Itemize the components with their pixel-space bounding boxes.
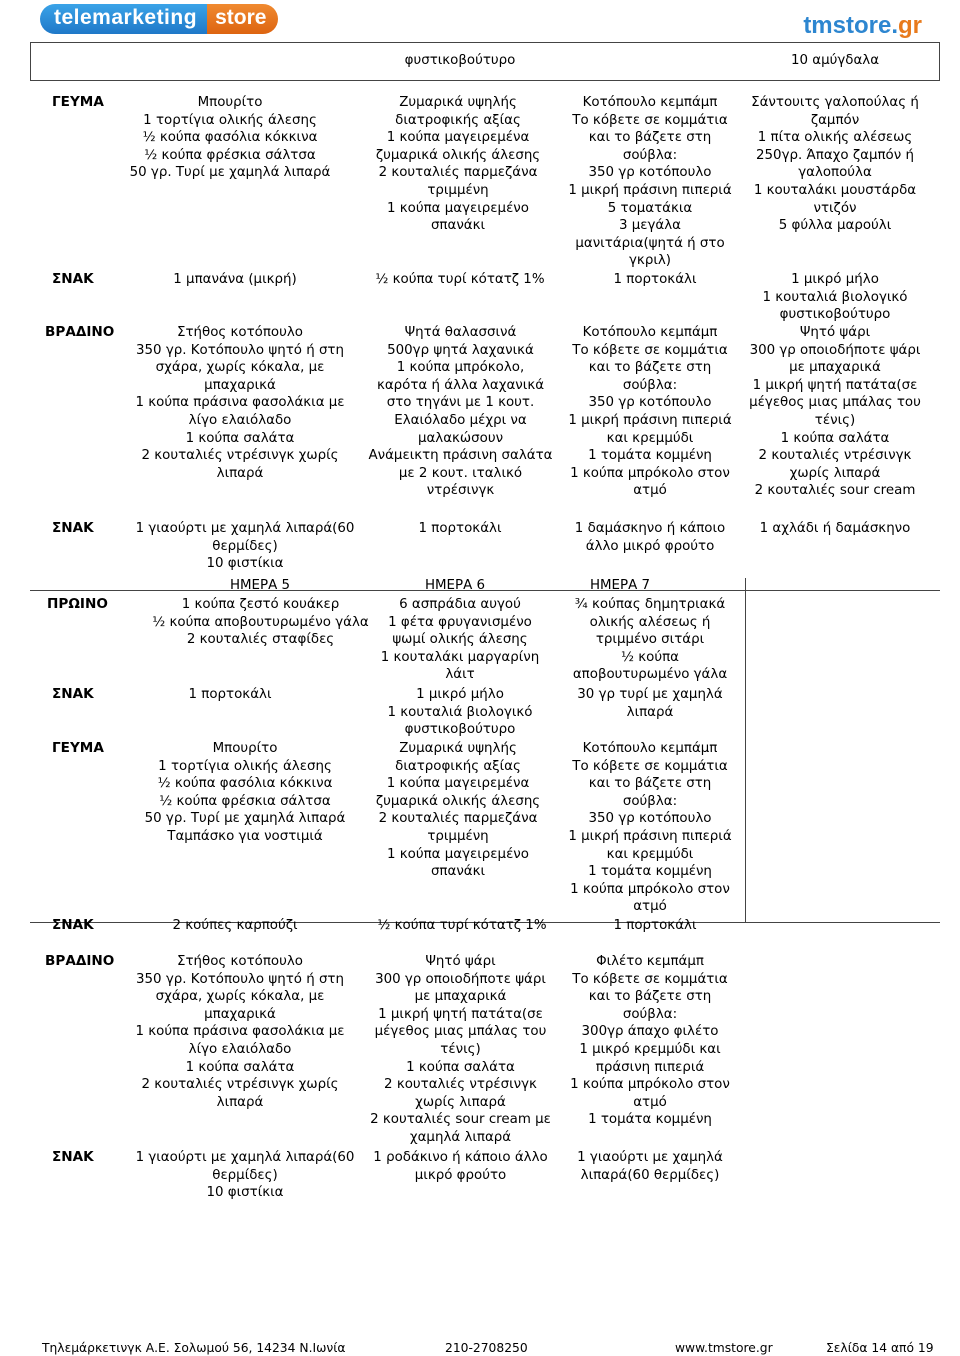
meal-label-lunch: ΓΕΥΜΑ bbox=[52, 94, 104, 110]
day-header-6: ΗΜΕΡΑ 6 bbox=[424, 578, 486, 593]
cell-d-snack3-c1: 1 γιαούρτι με χαμηλά λιπαρά(60 θερμίδες) 10 φιστίκια bbox=[135, 1150, 355, 1201]
logo-right: store bbox=[207, 4, 278, 34]
cell-breakfast-c2: 6 ασπράδια αυγού 1 φέτα φρυγανισμένο ψωμί ολικής άλεσης 1 κουταλάκι μαργαρίνη λάιτ bbox=[380, 597, 540, 683]
meal-label-snack: ΣΝΑΚ bbox=[52, 520, 94, 536]
brand-logo bbox=[40, 2, 278, 36]
footer-company: Τηλεμάρκετινγκ Α.Ε. Σολωμού 56, 14234 Ν.Ιωνία bbox=[42, 1341, 346, 1355]
meal-label-snack: ΣΝΑΚ bbox=[52, 686, 94, 702]
day-header-5: ΗΜΕΡΑ 5 bbox=[229, 578, 291, 593]
cell-d-snack2-c3: 1 πορτοκάλι bbox=[613, 918, 697, 933]
cell-lunch-c1: Μπουρίτο 1 τορτίγια ολικής άλεσης ½ κούπα φασόλια κόκκινα ½ κούπα φρέσκια σάλτσα 50 γρ. Τυρί με χαμηλά λιπαρά bbox=[129, 95, 331, 181]
footer-site-link[interactable]: www.tmstore.gr bbox=[675, 1341, 773, 1355]
cell-d-snack2-c1: 2 κούπες καρπούζι bbox=[172, 918, 298, 933]
cell-d-lunch-c1: Μπουρίτο 1 τορτίγια ολικής άλεσης ½ κούπα φασόλια κόκκινα ½ κούπα φρέσκια σάλτσα 50 γρ. Τυρί με χαμηλά λιπαρά Ταμπάσκο για νοστιμιά bbox=[144, 741, 346, 844]
cell-dinner-c4: Ψητό ψάρι 300 γρ οποιοδήποτε ψάρι με μπαχαρικά 1 μικρή ψητή πατάτα(σε μέγεθος μιας μπάλας του τένις) 1 κούπα σαλάτα 2 κουταλιές ντρέσινγκ χωρίς λιπαρά 2 κουταλιές sour cream bbox=[749, 325, 921, 499]
column-divider bbox=[30, 42, 31, 80]
cell-d-lunch-c3: Κοτόπουλο κεμπάμπ Το κόβετε σε κομμάτια και το βάζετε στη σούβλα: 350 γρ κοτόπουλο 1 μικρή πράσινη πιπεριά και κρεμμύδι 1 τομάτα κομμένη 1 κούπα μπρόκολο στον ατμό bbox=[568, 741, 732, 915]
cell-snack-c4: 1 μικρό μήλο 1 κουταλιά βιολογικό φυστικοβούτυρο bbox=[762, 272, 908, 323]
column-divider bbox=[939, 42, 940, 80]
cell-d-snack-c3: 30 γρ τυρί με χαμηλά λιπαρά bbox=[577, 687, 723, 720]
cell-d-lunch-c2: Ζυμαρικά υψηλής διατροφικής αξίας 1 κούπα μαγειρεμένα ζυμαρικά ολικής άλεσης 2 κουταλιές παρμεζάνα τριμμένη 1 κούπα μαγειρεμένο σπανάκι bbox=[375, 741, 541, 880]
footer-page-number: Σελίδα 14 από 19 bbox=[826, 1341, 934, 1355]
footer-phone: 210-2708250 bbox=[445, 1341, 528, 1355]
cell-snack-c3: 1 πορτοκάλι bbox=[613, 272, 697, 287]
cell-snack-c1: 1 μπανάνα (μικρή) bbox=[173, 272, 297, 287]
cell-d-dinner-c3: Φιλέτο κεμπάμπ Το κόβετε σε κομμάτια και το βάζετε στη σούβλα: 300γρ άπαχο φιλέτο 1 μικρό κρεμμύδι και πράσινη πιπεριά 1 κούπα μπρόκολο στον ατμό 1 τομάτα κομμένη bbox=[570, 954, 730, 1128]
cell-snack2-c1: 1 γιαούρτι με χαμηλά λιπαρά(60 θερμίδες) 10 φιστίκια bbox=[135, 521, 355, 572]
column-divider bbox=[745, 578, 746, 922]
cell-dinner-c1: Στήθος κοτόπουλο 350 γρ. Κοτόπουλο ψητό ή στη σχάρα, χωρίς κόκαλα, με μπαχαρικά 1 κούπα πράσινα φασολάκια με λίγο ελαιόλαδο 1 κούπα σαλάτα 2 κουταλιές ντρέσινγκ χωρίς λιπαρά bbox=[135, 325, 345, 481]
meal-label-lunch: ΓΕΥΜΑ bbox=[52, 740, 104, 756]
cell-snack-c2: ½ κούπα τυρί κότατζ 1% bbox=[375, 272, 545, 287]
cell-lunch-c3: Κοτόπουλο κεμπάμπ Το κόβετε σε κομμάτια και το βάζετε στη σούβλα: 350 γρ κοτόπουλο 1 μικρή πράσινη πιπεριά 5 τοματάκια 3 μεγάλα μανιτάρια(ψητά ή στο γκριλ) bbox=[568, 95, 732, 269]
cell-dinner-c2: Ψητά θαλασσινά 500γρ ψητά λαχανικά 1 κούπα μπρόκολο, καρότα ή άλλα λαχανικά στο τηγάνι με 1 κουτ. Ελαιόλαδο μέχρι να μαλακώσουν Ανάμεικτη πράσινη σαλάτα με 2 κουτ. ιταλικό ντρέσινγκ bbox=[368, 325, 553, 499]
meal-label-snack: ΣΝΑΚ bbox=[52, 1149, 94, 1165]
cell-dinner-c3: Κοτόπουλο κεμπάμπ Το κόβετε σε κομμάτια και το βάζετε στη σούβλα: 350 γρ κοτόπουλο 1 μικρή πράσινη πιπεριά και κρεμμύδι 1 τομάτα κομμένη 1 κούπα μπρόκολο στον ατμό bbox=[568, 325, 732, 499]
logo-left: telemarketing bbox=[40, 4, 207, 34]
cell-d-snack-c2: 1 μικρό μήλο 1 κουταλιά βιολογικό φυστικοβούτυρο bbox=[387, 687, 533, 738]
cell-breakfast-c3: ¾ κούπας δημητριακά ολικής αλέσεως ή τριμμένο σιτάρι ½ κούπα αποβουτυρωμένο γάλα bbox=[572, 597, 728, 683]
cell-d-snack2-c2: ½ κούπα τυρί κότατζ 1% bbox=[377, 918, 547, 933]
cell-snack2-c3: 1 δαμάσκηνο ή κάποιο άλλο μικρό φρούτο bbox=[574, 521, 726, 554]
meal-label-snack: ΣΝΑΚ bbox=[52, 917, 94, 933]
cell-d-dinner-c1: Στήθος κοτόπουλο 350 γρ. Κοτόπουλο ψητό ή στη σχάρα, χωρίς κόκαλα, με μπαχαρικά 1 κούπα πράσινα φασολάκια με λίγο ελαιόλαδο 1 κούπα σαλάτα 2 κουταλιές ντρέσινγκ χωρίς λιπαρά bbox=[135, 954, 345, 1110]
top-row-c4: 10 αμύγδαλα bbox=[790, 53, 880, 68]
meal-label-snack: ΣΝΑΚ bbox=[52, 271, 94, 287]
cell-d-snack-c1: 1 πορτοκάλι bbox=[188, 687, 272, 702]
top-row-c2: φυστικοβούτυρο bbox=[404, 53, 516, 68]
day-header-7: ΗΜΕΡΑ 7 bbox=[589, 578, 651, 593]
table-top-border bbox=[30, 42, 940, 43]
cell-snack2-c4: 1 αχλάδι ή δαμάσκηνο bbox=[759, 521, 911, 536]
site-name: tmstore.gr bbox=[803, 12, 922, 39]
cell-d-snack3-c2: 1 ροδάκινο ή κάποιο άλλο μικρό φρούτο bbox=[373, 1150, 548, 1183]
cell-d-snack3-c3: 1 γιαούρτι με χαμηλά λιπαρά(60 θερμίδες) bbox=[577, 1150, 723, 1183]
cell-snack2-c2: 1 πορτοκάλι bbox=[418, 521, 502, 536]
cell-d-dinner-c2: Ψητό ψάρι 300 γρ οποιοδήποτε ψάρι με μπαχαρικά 1 μικρή ψητή πατάτα(σε μέγεθος μιας μπάλας του τένις) 1 κούπα σαλάτα 2 κουταλιές ντρέσινγκ χωρίς λιπαρά 2 κουταλιές sour cream με χαμηλά λιπαρά bbox=[370, 954, 551, 1145]
row-divider bbox=[30, 80, 940, 81]
meal-label-dinner: ΒΡΑΔΙΝΟ bbox=[45, 324, 115, 340]
cell-breakfast-c1: 1 κούπα ζεστό κουάκερ ½ κούπα αποβουτυρωμένο γάλα 2 κουταλιές σταφίδες bbox=[152, 597, 369, 648]
meal-label-dinner: ΒΡΑΔΙΝΟ bbox=[45, 953, 115, 969]
cell-lunch-c4: Σάντουιτς γαλοπούλας ή ζαμπόν 1 πίτα ολικής αλέσεως 250γρ. Άπαχο ζαμπόν ή γαλοπούλα 1 κουταλάκι μουστάρδα ντιζόν 5 φύλλα μαρούλι bbox=[751, 95, 919, 234]
cell-lunch-c2: Ζυμαρικά υψηλής διατροφικής αξίας 1 κούπα μαγειρεμένα ζυμαρικά ολικής άλεσης 2 κουταλιές παρμεζάνα τριμμένη 1 κούπα μαγειρεμένο σπανάκι bbox=[375, 95, 541, 234]
meal-label-breakfast: ΠΡΩΙΝΟ bbox=[47, 596, 108, 612]
